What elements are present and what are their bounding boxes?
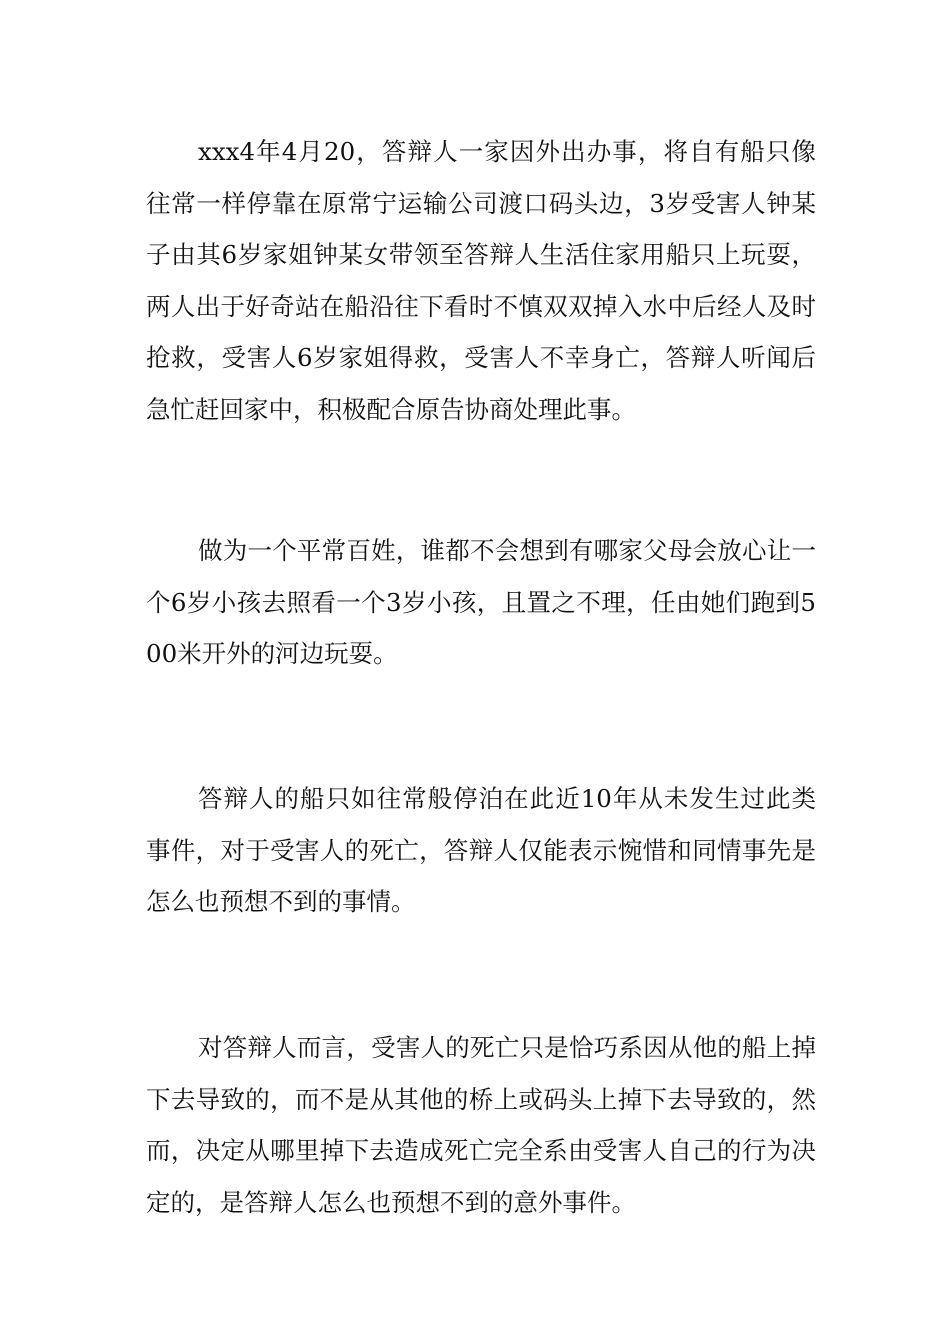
paragraph-4: 对答辩人而言，受害人的死亡只是恰巧系因从他的船上掉下去导致的，而不是从其他的桥上或码头上掉下去导致的，然而，决定从哪里掉下去造成死亡完全系由受害人自己的行为决定的，是答辩人怎么也预想不到的意外事件。 xyxy=(146,1033,816,1217)
paragraph-1: xxx4年4月20，答辩人一家因外出办事，将自有船只像往常一样停靠在原常宁运输公司渡口码头边，3岁受害人钟某子由其6岁家姐钟某女带领至答辩人生活住家用船只上玩耍，两人出于好奇站在船沿往下看时不慎双双掉入水中后经人及时抢救，受害人6岁家姐得救，受害人不幸身亡，答辩人听闻后急忙赶回家中，积极配合原告协商处理此事。 xyxy=(146,137,816,424)
paragraph-2: 做为一个平常百姓，谁都不会想到有哪家父母会放心让一个6岁小孩去照看一个3岁小孩，且置之不理，任由她们跑到500米开外的河边玩耍。 xyxy=(146,536,816,668)
paragraph-3: 答辩人的船只如往常般停泊在此近10年从未发生过此类事件，对于受害人的死亡，答辩人仅能表示惋惜和同情事先是怎么也预想不到的事情。 xyxy=(146,784,816,916)
